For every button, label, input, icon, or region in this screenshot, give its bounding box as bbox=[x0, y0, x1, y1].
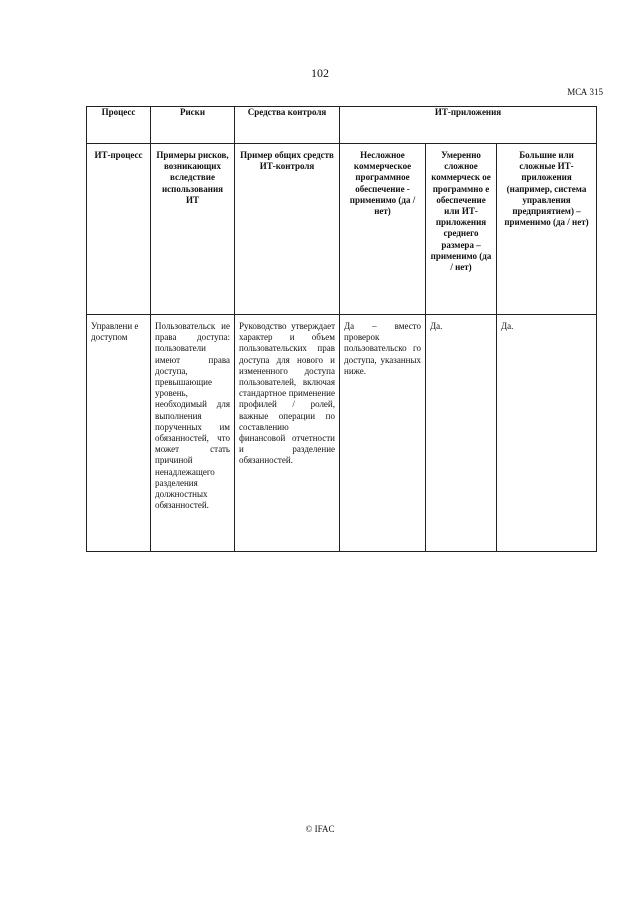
subheader-general-controls: Пример общих средств ИТ-контроля bbox=[235, 144, 340, 315]
cell-controls: Руководство утверждает характер и объем пользовательских прав доступа для нового и измененного доступа пользователей, включая стандартное применение профилей / ролей, важные операции по составлению финансовой отчетности и разделение обязанностей. bbox=[235, 315, 340, 552]
subheader-risk-examples: Примеры рисков, возникающих вследствие использования ИТ bbox=[151, 144, 235, 315]
table-row bbox=[87, 315, 597, 552]
subheader-moderate-software: Умеренно сложное коммерческ ое программно е обеспечение или ИТ-приложения среднего размера – применимо (да / нет) bbox=[426, 144, 497, 315]
subheader-large-applications: Большие или сложные ИТ-приложения (например, система управления предприятием) – применимо (да / нет) bbox=[497, 144, 597, 315]
cell-risks: Пользовательск ие права доступа: пользователи имеют права доступа, превышающие уровень, необходимый для выполнения порученных им обязанностей, что может стать причиной ненадлежащего разделения должностных обязанностей. bbox=[151, 315, 235, 552]
cell-moderate: Да. bbox=[426, 315, 497, 552]
subheader-simple-software: Несложное коммерческое программное обеспечение - применимо (да / нет) bbox=[340, 144, 426, 315]
cell-large: Да. bbox=[497, 315, 597, 552]
header-controls: Средства контроля bbox=[235, 107, 340, 144]
header-it-applications: ИТ-приложения bbox=[340, 107, 597, 144]
cell-simple: Да – вместо проверок пользовательско го доступа, указанных ниже. bbox=[340, 315, 426, 552]
page-number: 102 bbox=[311, 66, 329, 80]
header-process: Процесс bbox=[87, 107, 151, 144]
table-header-row bbox=[87, 107, 597, 144]
standard-reference: МСА 315 bbox=[567, 87, 603, 97]
header-risks: Риски bbox=[151, 107, 235, 144]
copyright-footer: © IFAC bbox=[305, 824, 335, 834]
subheader-it-process: ИТ-процесс bbox=[87, 144, 151, 315]
table-subheader-row bbox=[87, 144, 597, 315]
it-controls-table bbox=[86, 106, 597, 552]
cell-process: Управлени е доступом bbox=[87, 315, 151, 552]
